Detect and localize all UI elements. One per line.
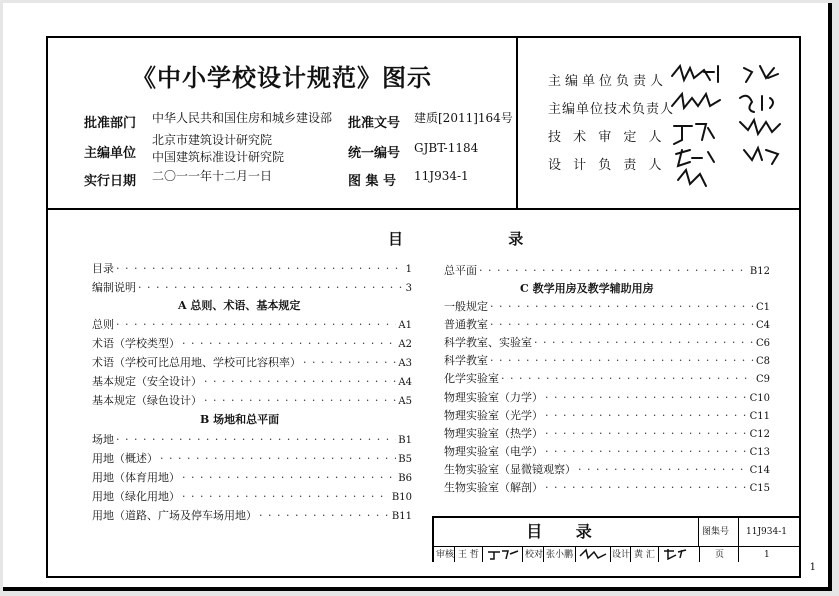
leader-dots (490, 318, 754, 331)
toc-entry-page: C14 (749, 465, 770, 476)
toc-entry-label: 用地（体育用地） (92, 471, 180, 484)
leader-dots (116, 318, 396, 331)
toc-entry-page: C8 (755, 356, 770, 367)
leader-dots (138, 281, 404, 294)
toc-entry[interactable] (444, 370, 770, 386)
tb-design-name: 黄 汇 (634, 550, 655, 560)
toc-entry-label: 物理实验室（热学） (444, 427, 543, 440)
title-block (432, 516, 799, 562)
toc-section-b: B 场地和总平面 (200, 413, 280, 426)
toc-entry-page: A2 (398, 339, 412, 350)
toc-entry-page: A5 (398, 396, 412, 407)
atlas-no: 11J934-1 (414, 169, 469, 183)
toc-entry[interactable] (92, 450, 412, 466)
leader-dots (545, 445, 748, 458)
leader-dots (182, 490, 390, 503)
toc-entry-page: A1 (398, 320, 412, 331)
toc-entry-label: 科学教室、实验室 (444, 336, 532, 349)
sheet-page-number: 1 (809, 562, 816, 573)
tb-divider (658, 546, 659, 562)
leader-dots (545, 409, 748, 422)
toc-entry[interactable] (92, 392, 412, 408)
toc-entry[interactable] (92, 373, 412, 389)
toc-entry-label: 用地（绿化用地） (92, 490, 180, 503)
leader-dots (501, 372, 754, 385)
toc-entry[interactable] (92, 335, 412, 351)
tb-divider (630, 546, 631, 562)
leader-dots (116, 433, 396, 446)
impl-date: 二〇一一年十二月一日 (152, 169, 273, 183)
toc-entry-label: 用地（道路、广场及停车场用地） (92, 509, 257, 522)
toc-entry-page: C1 (755, 302, 770, 313)
leader-dots (534, 336, 754, 349)
toc-entry-label: 化学实验室 (444, 372, 499, 385)
toc-entry-label: 术语（学校类型） (92, 337, 180, 350)
toc-entry-label: 普通教室 (444, 318, 488, 331)
approval-doc: 建质[2011]164号 (414, 111, 513, 125)
tb-page-value: 1 (764, 550, 770, 560)
toc-entry-page: B6 (398, 473, 412, 484)
resp-label-chief-unit: 主编单位负责人 (548, 74, 668, 89)
tb-atlas-label: 图集号 (702, 527, 730, 537)
drawing-sheet (3, 3, 832, 591)
toc-entry-label: 物理实验室（电学） (444, 445, 543, 458)
toc-entry-page: B10 (391, 492, 412, 503)
leader-dots (204, 394, 396, 407)
toc-entry-page: C15 (749, 483, 770, 494)
chief-unit-1: 北京市建筑设计研究院 (152, 133, 273, 147)
tb-divider (699, 546, 700, 562)
tb-check-label: 校对 (525, 550, 544, 560)
leader-dots (259, 509, 390, 522)
toc-entry[interactable] (444, 461, 770, 477)
tb-divider (610, 546, 611, 562)
toc-entry-label: 总平面 (444, 264, 477, 277)
tb-divider (738, 546, 739, 562)
toc-entry[interactable] (92, 507, 412, 523)
toc-entry[interactable] (444, 443, 770, 459)
tb-review-signature (486, 548, 522, 560)
leader-dots (160, 452, 396, 465)
tb-design-label: 设计 (612, 550, 631, 560)
tb-divider (454, 546, 455, 562)
toc-entry-page: B1 (398, 435, 412, 446)
toc-entry-label: 总则 (92, 318, 114, 331)
toc-title: 目 录 (388, 230, 574, 248)
toc-entry[interactable] (444, 262, 770, 278)
toc-section-c: C 教学用房及教学辅助用房 (520, 282, 654, 295)
impl-date-label: 实行日期 (84, 174, 137, 189)
toc-entry-page: C11 (749, 411, 770, 422)
toc-entry-page: B11 (391, 511, 412, 522)
approval-dept: 中华人民共和国住房和城乡建设部 (152, 111, 333, 125)
toc-entry-label: 基本规定（绿色设计） (92, 394, 202, 407)
handwritten-signatures (668, 58, 798, 198)
toc-entry-label: 术语（学校可比总用地、学校可比容积率） (92, 356, 301, 369)
responsibles-panel (516, 38, 801, 208)
toc-entry-label: 物理实验室（力学） (444, 391, 543, 404)
header-divider (48, 208, 799, 210)
resp-label-tech-review: 技 术 审 定 人 (548, 130, 666, 145)
toc-entry[interactable] (92, 354, 412, 370)
toc-entry-label: 生物实验室（解剖） (444, 481, 543, 494)
tb-design-signature (662, 547, 690, 560)
toc-entry-page: A3 (398, 358, 412, 369)
toc-entry[interactable] (92, 469, 412, 485)
toc-entry[interactable] (92, 279, 412, 295)
tb-review-label: 审核 (436, 550, 455, 560)
toc-entry-label: 科学教室 (444, 354, 488, 367)
approval-dept-label: 批准部门 (84, 116, 137, 131)
unified-no-label: 统一编号 (348, 146, 401, 161)
unified-no: GJBT-1184 (414, 141, 479, 155)
toc-entry[interactable] (444, 334, 770, 350)
toc-entry-label: 生物实验室（显微镜观察） (444, 463, 576, 476)
leader-dots (479, 264, 748, 277)
toc-entry-page: C13 (749, 447, 770, 458)
resp-label-chief-tech: 主编单位技术负责人 (548, 102, 675, 117)
toc-entry-page: B12 (749, 266, 770, 277)
leader-dots (545, 481, 748, 494)
toc-entry-page: C4 (755, 320, 770, 331)
leader-dots (490, 300, 754, 313)
toc-entry[interactable] (92, 260, 412, 276)
toc-entry-label: 物理实验室（光学） (444, 409, 543, 422)
chief-unit-label: 主编单位 (84, 146, 137, 161)
leader-dots (578, 463, 748, 476)
toc-entry[interactable] (92, 316, 412, 332)
toc-entry[interactable] (444, 425, 770, 441)
toc-entry[interactable] (444, 352, 770, 368)
tb-divider (575, 546, 576, 562)
toc-entry[interactable] (444, 316, 770, 332)
leader-dots (182, 337, 396, 350)
drawing-frame (46, 36, 801, 578)
title-block-name: 目 录 (434, 518, 699, 546)
resp-label-design-lead: 设 计 负 责 人 (548, 158, 666, 173)
header-info (48, 38, 516, 208)
atlas-title: 《中小学校设计规范》图示 (132, 63, 432, 92)
tb-check-signature (578, 548, 608, 560)
toc-entry-page: C12 (749, 429, 770, 440)
toc-entry[interactable] (92, 488, 412, 504)
leader-dots (116, 262, 404, 275)
tb-row-divider (434, 546, 799, 547)
toc-entry[interactable] (92, 431, 412, 447)
tb-divider (543, 546, 544, 562)
tb-page-label: 页 (715, 550, 725, 560)
chief-unit-2: 中国建筑标准设计研究院 (152, 150, 285, 164)
toc-entry-label: 用地（概述） (92, 452, 158, 465)
toc-entry-page: A4 (398, 377, 412, 388)
toc-entry[interactable] (444, 389, 770, 405)
toc-entry-label: 基本规定（安全设计） (92, 375, 202, 388)
approval-doc-label: 批准文号 (348, 116, 401, 131)
leader-dots (204, 375, 396, 388)
tb-atlas-value: 11J934-1 (746, 527, 788, 537)
atlas-no-label: 图 集 号 (348, 174, 397, 189)
toc-entry[interactable] (444, 479, 770, 495)
toc-entry-page: 1 (405, 264, 412, 275)
toc-entry-label: 目录 (92, 262, 114, 275)
leader-dots (545, 427, 748, 440)
toc-entry-label: 场地 (92, 433, 114, 446)
leader-dots (490, 354, 754, 367)
toc-entry-page: 3 (405, 283, 412, 294)
tb-review-name: 王 哲 (458, 550, 479, 560)
tb-check-name: 张小鹏 (546, 550, 574, 560)
toc-entry[interactable] (444, 298, 770, 314)
toc-entry[interactable] (444, 407, 770, 423)
leader-dots (545, 391, 748, 404)
toc-entry-page: C10 (749, 393, 770, 404)
toc-entry-page: B5 (398, 454, 412, 465)
toc-entry-page: C6 (755, 338, 770, 349)
leader-dots (182, 471, 396, 484)
toc-entry-label: 一般规定 (444, 300, 488, 313)
tb-divider (482, 546, 483, 562)
toc-section-a: A 总则、术语、基本规定 (178, 299, 301, 312)
leader-dots (303, 356, 396, 369)
tb-divider (522, 546, 523, 562)
tb-divider (738, 518, 739, 546)
toc-entry-page: C9 (755, 374, 770, 385)
toc-entry-label: 编制说明 (92, 281, 136, 294)
